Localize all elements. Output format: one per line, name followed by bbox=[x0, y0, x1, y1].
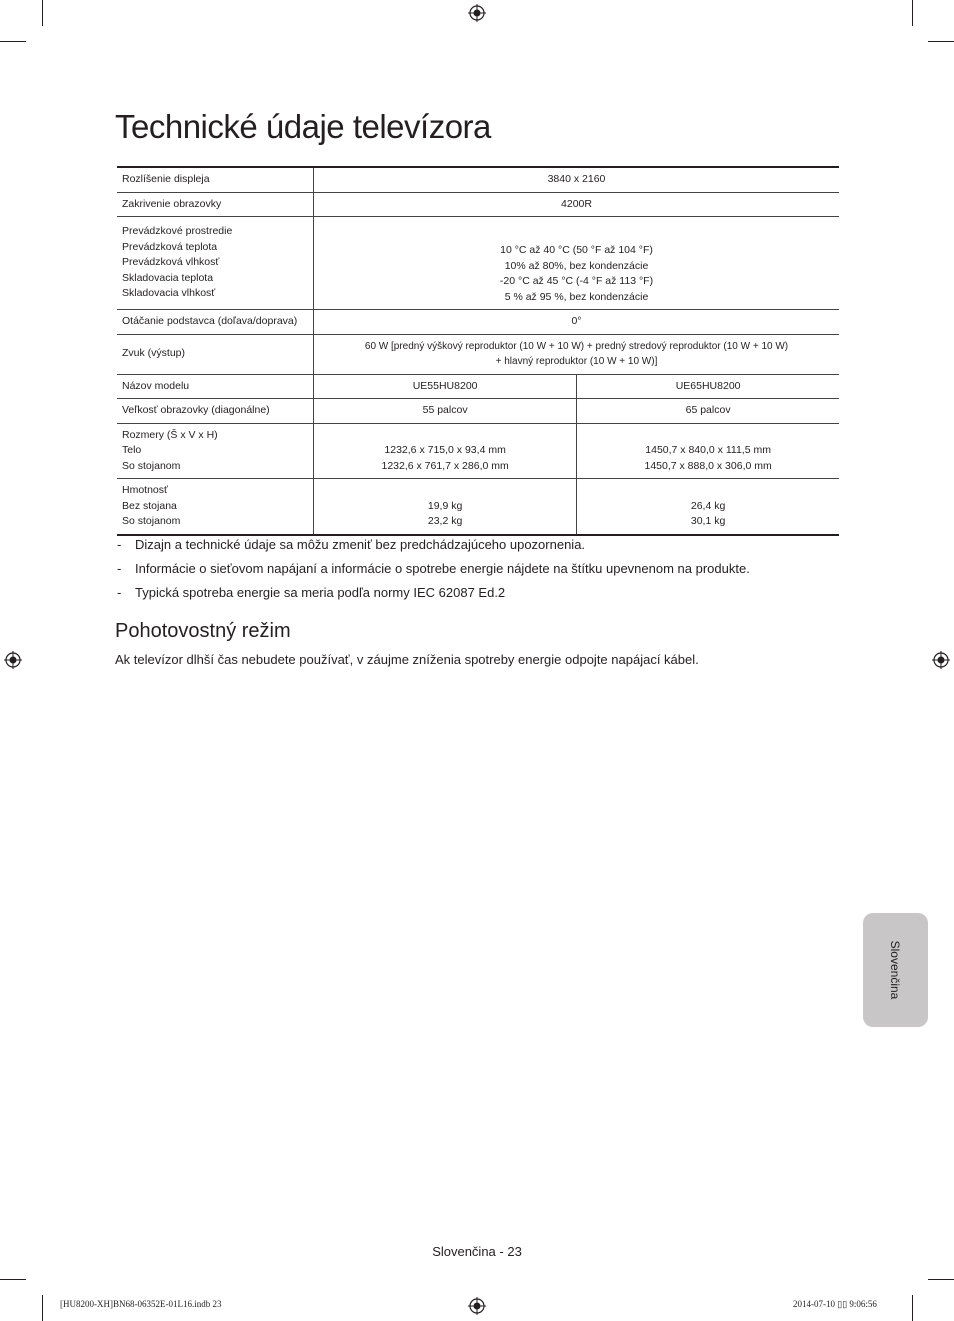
row-label: Prevádzkové prostredie bbox=[122, 225, 233, 238]
page-title: Technické údaje televízora bbox=[115, 108, 491, 145]
registration-mark-icon bbox=[932, 651, 950, 669]
crop-mark bbox=[928, 1279, 954, 1280]
row-value-group bbox=[314, 423, 577, 479]
row-value: 5 % až 95 %, bez kondenzácie bbox=[504, 290, 649, 303]
row-label: Skladovacia vlhkosť bbox=[122, 287, 216, 300]
row-label: Otáčanie podstavca (doľava/doprava) bbox=[117, 310, 314, 335]
row-value: 1450,7 x 888,0 x 306,0 mm bbox=[644, 459, 772, 472]
row-value-group bbox=[314, 479, 577, 535]
crop-mark bbox=[0, 1279, 26, 1280]
bullet-dash: - bbox=[117, 561, 122, 576]
row-label: Skladovacia teplota bbox=[122, 271, 214, 284]
crop-mark bbox=[912, 1295, 913, 1321]
page-number: Slovenčina - 23 bbox=[432, 1244, 522, 1259]
note-text: Typická spotreba energie sa meria podľa normy IEC 62087 Ed.2 bbox=[135, 585, 506, 600]
footer-timestamp: 2014-07-10 ▯▯ 9:06:56 bbox=[793, 1299, 877, 1309]
row-value: 1450,7 x 840,0 x 111,5 mm bbox=[645, 444, 771, 456]
table-row bbox=[117, 399, 839, 424]
table-row bbox=[117, 192, 839, 217]
registration-mark-icon bbox=[468, 1297, 486, 1315]
row-label: Veľkosť obrazovky (diagonálne) bbox=[117, 399, 314, 424]
row-label: So stojanom bbox=[122, 459, 181, 472]
row-value: 3840 x 2160 bbox=[547, 173, 606, 185]
row-value: 0° bbox=[314, 310, 840, 335]
footer-file-info: [HU8200-XH]BN68-06352E-01L16.indb 23 bbox=[60, 1299, 222, 1309]
side-tab-label: Slovenčina bbox=[888, 940, 902, 1000]
row-label: Prevádzková teplota bbox=[122, 240, 218, 253]
row-label-group bbox=[117, 217, 314, 310]
registration-mark-icon bbox=[4, 651, 22, 669]
row-value: 4200R bbox=[314, 192, 840, 217]
crop-mark bbox=[42, 0, 43, 26]
row-value: 1232,6 x 715,0 x 93,4 mm bbox=[384, 444, 506, 456]
row-label-group bbox=[117, 423, 314, 479]
row-value-group bbox=[577, 423, 839, 479]
row-value: 1232,6 x 761,7 x 286,0 mm bbox=[381, 459, 509, 472]
row-label: Telo bbox=[122, 444, 142, 456]
row-value: 10 °C až 40 °C (50 °F až 104 °F) bbox=[500, 244, 653, 256]
crop-mark bbox=[0, 41, 26, 42]
row-label: Zvuk (výstup) bbox=[117, 334, 314, 374]
language-side-tab bbox=[863, 913, 928, 1027]
row-value-size-65: 65 palcov bbox=[577, 399, 839, 424]
table-row bbox=[117, 167, 839, 192]
row-value: 60 W [predný výškový reproduktor (10 W + 10 W) + predný stredový reproduktor (10 W + 10 W) bbox=[364, 340, 789, 352]
bullet-dash: - bbox=[117, 537, 122, 552]
row-label: Názov modelu bbox=[117, 374, 314, 399]
row-value: + hlavný reproduktor (10 W + 10 W)] bbox=[495, 356, 658, 367]
row-label: So stojanom bbox=[122, 515, 181, 527]
row-label: Hmotnosť bbox=[122, 484, 168, 496]
table-row bbox=[117, 479, 839, 535]
section-text: Ak televízor dlhší čas nebudete používať, v záujme zníženia spotreby energie odpojte napájací kábel. bbox=[115, 652, 699, 667]
row-value-size-55: 55 palcov bbox=[314, 399, 577, 424]
row-label: Rozmery (Š x V x H) bbox=[122, 428, 218, 441]
table-row bbox=[117, 310, 839, 335]
crop-mark bbox=[928, 41, 954, 42]
notes-list bbox=[117, 536, 837, 608]
note-text: Dizajn a technické údaje sa môžu zmeniť bez predchádzajúceho upozornenia. bbox=[135, 537, 586, 552]
table-row bbox=[117, 334, 839, 374]
registration-mark-icon bbox=[468, 4, 486, 22]
list-item bbox=[117, 560, 837, 584]
row-value-group bbox=[314, 334, 840, 374]
row-label: Prevádzková vlhkosť bbox=[122, 256, 220, 269]
row-value: 23,2 kg bbox=[427, 515, 463, 527]
table-row bbox=[117, 217, 839, 310]
list-item bbox=[117, 536, 837, 560]
note-text: Informácie o sieťovom napájaní a informácie o spotrebe energie nájdete na štítku upevnenom na produkte. bbox=[135, 561, 750, 576]
row-value: 19,9 kg bbox=[427, 499, 463, 512]
crop-mark bbox=[912, 0, 913, 26]
row-label: Rozlíšenie displeja bbox=[117, 167, 314, 192]
row-value-group bbox=[314, 217, 840, 310]
row-value: 10% až 80%, bez kondenzácie bbox=[504, 259, 649, 272]
bullet-dash: - bbox=[117, 585, 122, 600]
crop-mark bbox=[42, 1295, 43, 1321]
row-value: 26,4 kg bbox=[690, 499, 726, 512]
row-value: 30,1 kg bbox=[690, 515, 726, 527]
row-value-model-55: UE55HU8200 bbox=[314, 374, 577, 399]
row-value-group bbox=[577, 479, 839, 535]
row-value: -20 °C až 45 °C (-4 °F až 113 °F) bbox=[499, 275, 654, 287]
row-label: Bez stojana bbox=[122, 499, 177, 512]
row-value-model-65: UE65HU8200 bbox=[577, 374, 839, 399]
spec-table bbox=[117, 166, 839, 536]
table-row bbox=[117, 423, 839, 479]
list-item bbox=[117, 584, 837, 608]
section-heading: Pohotovostný režim bbox=[115, 620, 291, 642]
row-label: Zakrivenie obrazovky bbox=[117, 192, 314, 217]
table-row bbox=[117, 374, 839, 399]
row-label-group bbox=[117, 479, 314, 535]
